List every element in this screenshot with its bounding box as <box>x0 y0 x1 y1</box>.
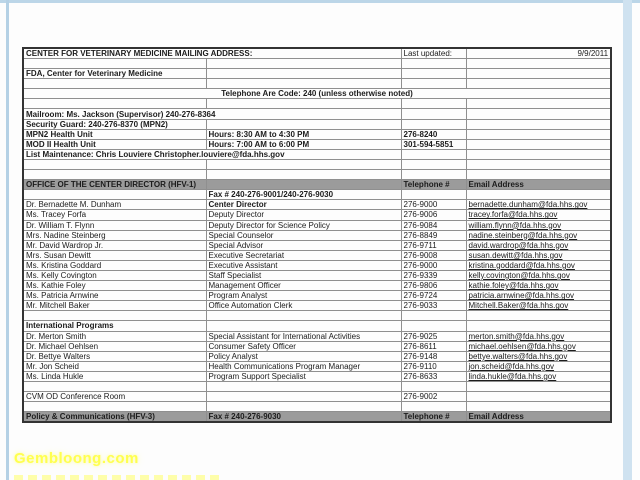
empty-row <box>23 402 611 412</box>
frame-border-right <box>623 0 632 480</box>
table-cell <box>401 311 466 321</box>
person-name: Dr. Michael Oehlsen <box>23 341 206 351</box>
person-phone: 276-9339 <box>401 270 466 280</box>
mailroom-info: Mailroom: Ms. Jackson (Supervisor) 240-276-8364 <box>23 109 401 119</box>
table-cell <box>401 99 466 109</box>
person-phone: 276-9025 <box>401 331 466 341</box>
person-title: Special Counselor <box>206 230 401 240</box>
table-cell <box>206 382 401 392</box>
table-cell <box>206 170 401 180</box>
person-row <box>23 210 611 220</box>
table-cell <box>466 311 611 321</box>
person-email-link[interactable]: bettye.walters@fda.hhs.gov <box>466 351 611 361</box>
section-header-row <box>23 412 611 423</box>
section-header-office-of-center-director: OFFICE OF THE CENTER DIRECTOR (HFV-1) <box>23 180 206 190</box>
person-title: Special Advisor <box>206 240 401 250</box>
person-email-link[interactable]: Mitchell.Baker@fda.hhs.gov <box>466 301 611 311</box>
table-cell <box>401 321 466 331</box>
person-row <box>23 341 611 351</box>
frame-border-top <box>0 0 640 3</box>
empty-row <box>23 311 611 321</box>
room-phone: 276-9002 <box>401 392 466 402</box>
org-row <box>23 69 611 79</box>
empty-row <box>23 99 611 109</box>
person-name: Ms. Linda Hukle <box>23 371 206 381</box>
unit-hours: Hours: 8:30 AM to 4:30 PM <box>206 129 401 139</box>
person-email-link[interactable]: kathie.foley@fda.hhs.gov <box>466 281 611 291</box>
table-cell <box>401 382 466 392</box>
person-email-link[interactable]: kelly.covington@fda.hhs.gov <box>466 270 611 280</box>
section-header-policy-communications: Policy & Communications (HFV-3) <box>23 412 206 423</box>
table-cell <box>23 170 206 180</box>
person-row <box>23 291 611 301</box>
person-row <box>23 281 611 291</box>
person-name: Ms. Kathie Foley <box>23 281 206 291</box>
person-row <box>23 200 611 210</box>
table-cell <box>23 190 206 200</box>
fax-row <box>23 190 611 200</box>
unit-name: MPN2 Health Unit <box>23 129 206 139</box>
table-cell <box>401 109 466 119</box>
health-unit-row <box>23 129 611 139</box>
person-title: Deputy Director for Science Policy <box>206 220 401 230</box>
empty-row <box>23 59 611 69</box>
person-name: Ms. Kristina Goddard <box>23 260 206 270</box>
health-unit-row <box>23 139 611 149</box>
watermark-artifact <box>14 475 224 480</box>
table-cell <box>466 139 611 149</box>
security-row <box>23 119 611 129</box>
subsection-title: International Programs <box>23 321 206 331</box>
table-cell <box>401 119 466 129</box>
table-cell <box>401 159 466 169</box>
person-phone: 276-9000 <box>401 200 466 210</box>
table-cell <box>466 59 611 69</box>
person-name: Dr. Merton Smith <box>23 331 206 341</box>
table-cell <box>206 392 401 402</box>
table-cell <box>206 99 401 109</box>
area-code-notice: Telephone Are Code: 240 (unless otherwise noted) <box>23 89 611 99</box>
person-phone: 276-9148 <box>401 351 466 361</box>
person-title: Special Assistant for International Activities <box>206 331 401 341</box>
table-cell <box>23 311 206 321</box>
person-row <box>23 270 611 280</box>
person-phone: 276-8849 <box>401 230 466 240</box>
unit-phone-link[interactable]: 301-594-5851 <box>401 139 466 149</box>
column-header-email: Email Address <box>466 180 611 190</box>
person-title: Management Officer <box>206 281 401 291</box>
person-title: Executive Secretariat <box>206 250 401 260</box>
person-row <box>23 260 611 270</box>
person-name: Dr. Bernadette M. Dunham <box>23 200 206 210</box>
person-phone: 276-9711 <box>401 240 466 250</box>
person-title: Program Support Specialist <box>206 371 401 381</box>
person-name: Mrs. Nadine Steinberg <box>23 230 206 240</box>
room-row <box>23 392 611 402</box>
room-name: CVM OD Conference Room <box>23 392 206 402</box>
person-phone: 276-8611 <box>401 341 466 351</box>
person-email-link[interactable]: bernadette.dunham@fda.hhs.gov <box>466 200 611 210</box>
column-header-telephone: Telephone # <box>401 180 466 190</box>
table-cell <box>401 149 466 159</box>
table-cell <box>466 79 611 89</box>
table-cell <box>466 170 611 180</box>
table-cell <box>23 59 206 69</box>
person-phone: 276-9033 <box>401 301 466 311</box>
person-title: Office Automation Clerk <box>206 301 401 311</box>
person-phone: 276-9008 <box>401 250 466 260</box>
person-name: Mr. Mitchell Baker <box>23 301 206 311</box>
person-row <box>23 331 611 341</box>
empty-row <box>23 79 611 89</box>
person-name: Ms. Tracey Forfa <box>23 210 206 220</box>
person-phone: 276-9006 <box>401 210 466 220</box>
person-email-link[interactable]: david.wardrop@fda.hhs.gov <box>466 240 611 250</box>
table-cell <box>206 180 401 190</box>
last-updated-value: 9/9/2011 <box>466 48 611 59</box>
person-name: Ms. Kelly Covington <box>23 270 206 280</box>
column-header-telephone: Telephone # <box>401 412 466 423</box>
table-cell <box>206 79 401 89</box>
table-cell <box>23 159 206 169</box>
person-title: Health Communications Program Manager <box>206 361 401 371</box>
table-cell <box>466 69 611 79</box>
person-row <box>23 250 611 260</box>
person-row <box>23 301 611 311</box>
column-header-email: Email Address <box>466 412 611 423</box>
person-row <box>23 220 611 230</box>
mailroom-row <box>23 109 611 119</box>
person-email-link[interactable]: michael.oehlsen@fda.hhs.gov <box>466 341 611 351</box>
last-updated-label: Last updated: <box>401 48 466 59</box>
empty-row <box>23 159 611 169</box>
person-phone: 276-9724 <box>401 291 466 301</box>
table-cell <box>206 402 401 412</box>
unit-name: MOD II Health Unit <box>23 139 206 149</box>
fax-number: Fax # 240-276-9001/240-276-9030 <box>206 190 401 200</box>
person-phone: 276-9806 <box>401 281 466 291</box>
person-email-link[interactable]: nadine.steinberg@fda.hhs.gov <box>466 230 611 240</box>
table-cell <box>401 69 466 79</box>
person-phone: 276-9000 <box>401 260 466 270</box>
person-name: Ms. Patricia Arnwine <box>23 291 206 301</box>
table-cell <box>466 190 611 200</box>
person-row <box>23 351 611 361</box>
person-title: Consumer Safety Officer <box>206 341 401 351</box>
person-phone: 276-9110 <box>401 361 466 371</box>
section-header-row <box>23 180 611 190</box>
person-title: Policy Analyst <box>206 351 401 361</box>
person-title: Center Director <box>206 200 401 210</box>
person-email-link[interactable]: tracey.forfa@fda.hhs.gov <box>466 210 611 220</box>
table-cell <box>401 79 466 89</box>
table-cell <box>466 119 611 129</box>
person-name: Mr. Jon Scheid <box>23 361 206 371</box>
table-cell <box>401 402 466 412</box>
title-row <box>23 48 611 59</box>
unit-hours: Hours: 7:00 AM to 6:00 PM <box>206 139 401 149</box>
table-cell <box>466 109 611 119</box>
person-email-link[interactable]: merton.smith@fda.hhs.gov <box>466 331 611 341</box>
person-title: Program Analyst <box>206 291 401 301</box>
org-name: FDA, Center for Veterinary Medicine <box>23 69 206 79</box>
table-cell <box>23 382 206 392</box>
table-cell <box>466 402 611 412</box>
security-guard-info: Security Guard: 240-276-8370 (MPN2) <box>23 119 206 129</box>
table-cell <box>466 321 611 331</box>
table-cell <box>466 382 611 392</box>
table-cell <box>23 402 206 412</box>
person-email-link[interactable]: susan.dewitt@fda.hhs.gov <box>466 250 611 260</box>
person-email-link[interactable]: william.flynn@fda.hhs.gov <box>466 220 611 230</box>
person-name: Mrs. Susan Dewitt <box>23 250 206 260</box>
table-cell <box>206 321 401 331</box>
table-cell <box>23 99 206 109</box>
notice-row <box>23 89 611 99</box>
section-fax-number: Fax # 240-276-9030 <box>206 412 401 423</box>
table-cell <box>466 392 611 402</box>
person-row <box>23 240 611 250</box>
list-maintenance-info: List Maintenance: Chris Louviere Christopher.louviere@fda.hhs.gov <box>23 149 401 159</box>
table-cell <box>401 190 466 200</box>
person-email-link[interactable]: linda.hukle@fda.hhs.gov <box>466 371 611 381</box>
table-cell <box>206 119 401 129</box>
person-title: Executive Assistant <box>206 260 401 270</box>
person-title: Staff Specialist <box>206 270 401 280</box>
person-name: Dr. Bettye Walters <box>23 351 206 361</box>
empty-row <box>23 382 611 392</box>
person-row <box>23 230 611 240</box>
person-email-link[interactable]: kristina.goddard@fda.hhs.gov <box>466 260 611 270</box>
table-cell <box>206 311 401 321</box>
person-email-link[interactable]: patricia.arnwine@fda.hhs.gov <box>466 291 611 301</box>
person-name: Mr. David Wardrop Jr. <box>23 240 206 250</box>
subsection-row <box>23 321 611 331</box>
table-cell <box>401 59 466 69</box>
person-row <box>23 371 611 381</box>
watermark-text: Gembloong.com <box>14 450 139 467</box>
table-cell <box>23 79 206 89</box>
person-phone: 276-8633 <box>401 371 466 381</box>
person-title: Deputy Director <box>206 210 401 220</box>
table-cell <box>206 59 401 69</box>
frame-border-left <box>6 0 9 480</box>
person-name: Dr. William T. Flynn <box>23 220 206 230</box>
table-cell <box>401 170 466 180</box>
table-cell <box>466 99 611 109</box>
sheet-title: CENTER FOR VETERINARY MEDICINE MAILING ADDRESS: <box>23 48 401 59</box>
table-cell <box>206 159 401 169</box>
person-phone: 276-9084 <box>401 220 466 230</box>
table-cell <box>466 129 611 139</box>
person-email-link[interactable]: jon.scheid@fda.hhs.gov <box>466 361 611 371</box>
mailing-address-table <box>22 47 612 423</box>
list-maintenance-row <box>23 149 611 159</box>
table-cell <box>206 69 401 79</box>
table-cell <box>466 159 611 169</box>
unit-phone-link[interactable]: 276-8240 <box>401 129 466 139</box>
person-row <box>23 361 611 371</box>
empty-row <box>23 170 611 180</box>
table-cell <box>466 149 611 159</box>
